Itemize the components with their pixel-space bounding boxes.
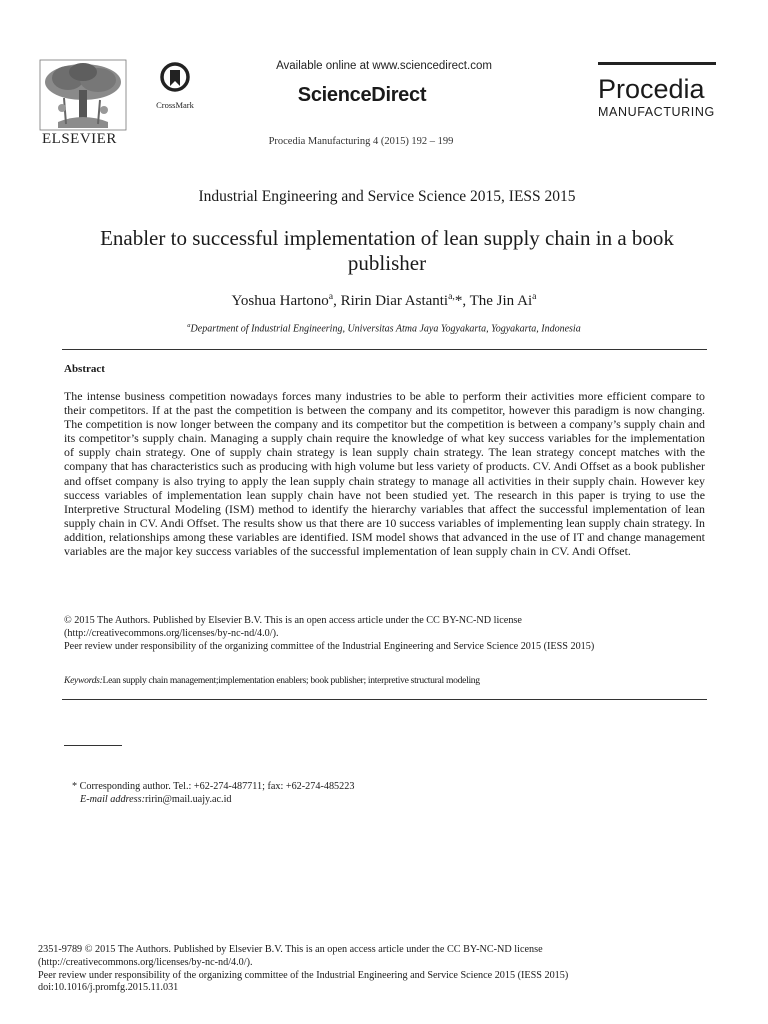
affiliation [0,322,768,334]
procedia-title: Procedia [598,74,705,104]
author-name: Yoshua Hartono [231,293,329,309]
elsevier-wordmark: ELSEVIER [42,131,117,147]
footer-license-link[interactable]: (http://creativecommons.org/licenses/by-nc-nd/4.0/). [38,956,253,968]
author-separator: , [333,293,341,309]
email-line [72,793,354,806]
affiliation-text: Department of Industrial Engineering, Universitas Atma Jaya Yogyakarta, Yogyakarta, Indonesia [190,323,581,335]
procedia-logo-bar [598,62,716,65]
peer-review-line: Peer review under responsibility of the organizing committee of the Industrial Engineering and Service Science 2015 (IESS 2015) [64,641,595,652]
author-list [0,291,768,310]
license-link[interactable]: (http://creativecommons.org/licenses/by-nc-nd/4.0/). [64,628,279,639]
journal-citation: Procedia Manufacturing 4 (2015) 192 – 199 [268,136,454,147]
author-affiliation-mark: a, [448,291,455,302]
keywords [64,675,705,686]
keywords-text: Lean supply chain management;implementation enablers; book publisher; interpretive structural modeling [102,675,480,686]
keywords-label: Keywords: [64,675,103,686]
available-online-text: Available online at www.sciencedirect.com [276,60,492,72]
sciencedirect-wordmark: ScienceDirect [297,84,427,106]
author-name: Ririn Diar Astanti [340,293,449,309]
article-title: Enabler to successful implementation of lean supply chain in a book publisher [100,226,674,275]
author-affiliation-mark: a [532,291,537,302]
crossmark-label: CrossMark [156,100,194,110]
procedia-logo [598,62,728,119]
author-separator: , [462,293,470,309]
footnote [72,780,354,806]
footnote-divider [64,745,122,746]
abstract-heading: Abstract [64,363,105,375]
corresponding-author-mark: * [454,293,463,309]
footer-peer-review: Peer review under responsibility of the organizing committee of the Industrial Engineering and Service Science 2015 (IESS 2015) [38,969,569,981]
author-name: The Jin Ai [469,293,533,309]
copyright-line: © 2015 The Authors. Published by Elsevier B.V. This is an open access article under the CC BY-NC-ND license [64,615,522,626]
issn-footer [38,944,738,995]
divider-top [62,349,707,350]
corresponding-author-note: * Corresponding author. Tel.: +62-274-487711; fax: +62-274-485223 [72,781,355,792]
conference-name: Industrial Engineering and Service Science 2015, IESS 2015 [198,188,576,205]
email-address[interactable]: ririn@mail.uajy.ac.id [145,794,232,805]
issn-line: 2351-9789 © 2015 The Authors. Published by Elsevier B.V. This is an open access article under the CC BY-NC-ND license [38,944,543,955]
procedia-subtitle: MANUFACTURING [598,105,715,119]
affiliation-mark: a [187,322,191,329]
abstract-text: The intense business competition nowadays forces many industries to be able to perform their activities more efficient compare to their competitors. If at the past the competition is between the company and its competitor, however this paradigm is now changing. The competition is now longer between the company and its competitor but the competition is between a company’s supply chain and its competitor’s supply chain. Managing a supply chain require the knowledge of what key success variables for the implementation of supply chain strategy. One of supply chain strategy is lean supply chain strategy. The lean strategy concept matches with the company that has characteristics such as producing with high volume but less variety of products. CV. Andi Offset as a book publisher and offset company is also trying to apply the lean supply chain strategy to manage all activities in their supply chain. However key success variables of implementation lean supply chain have not been studied yet. The research in this paper is trying to use the Interpretive Structural Modeling (ISM) method to identify the hierarchy variables that affect the successful implementation of lean supply chain in CV. Andi Offset. The results show us that there are 10 success variables of implementing lean supply chain strategy. In addition, relationships among these variables are identified. ISM model shows that advanced in the use of IT and change management variables are the major key success variables of the successful implementation of lean supply chain in CV. Andi Offset. [64,389,705,559]
abstract-body [64,389,705,558]
author-affiliation-mark: a [328,291,334,302]
email-label: E-mail address: [80,794,145,805]
copyright-notice [64,614,705,653]
divider-bottom [62,699,707,700]
doi[interactable]: doi:10.1016/j.promfg.2015.11.031 [38,982,179,994]
